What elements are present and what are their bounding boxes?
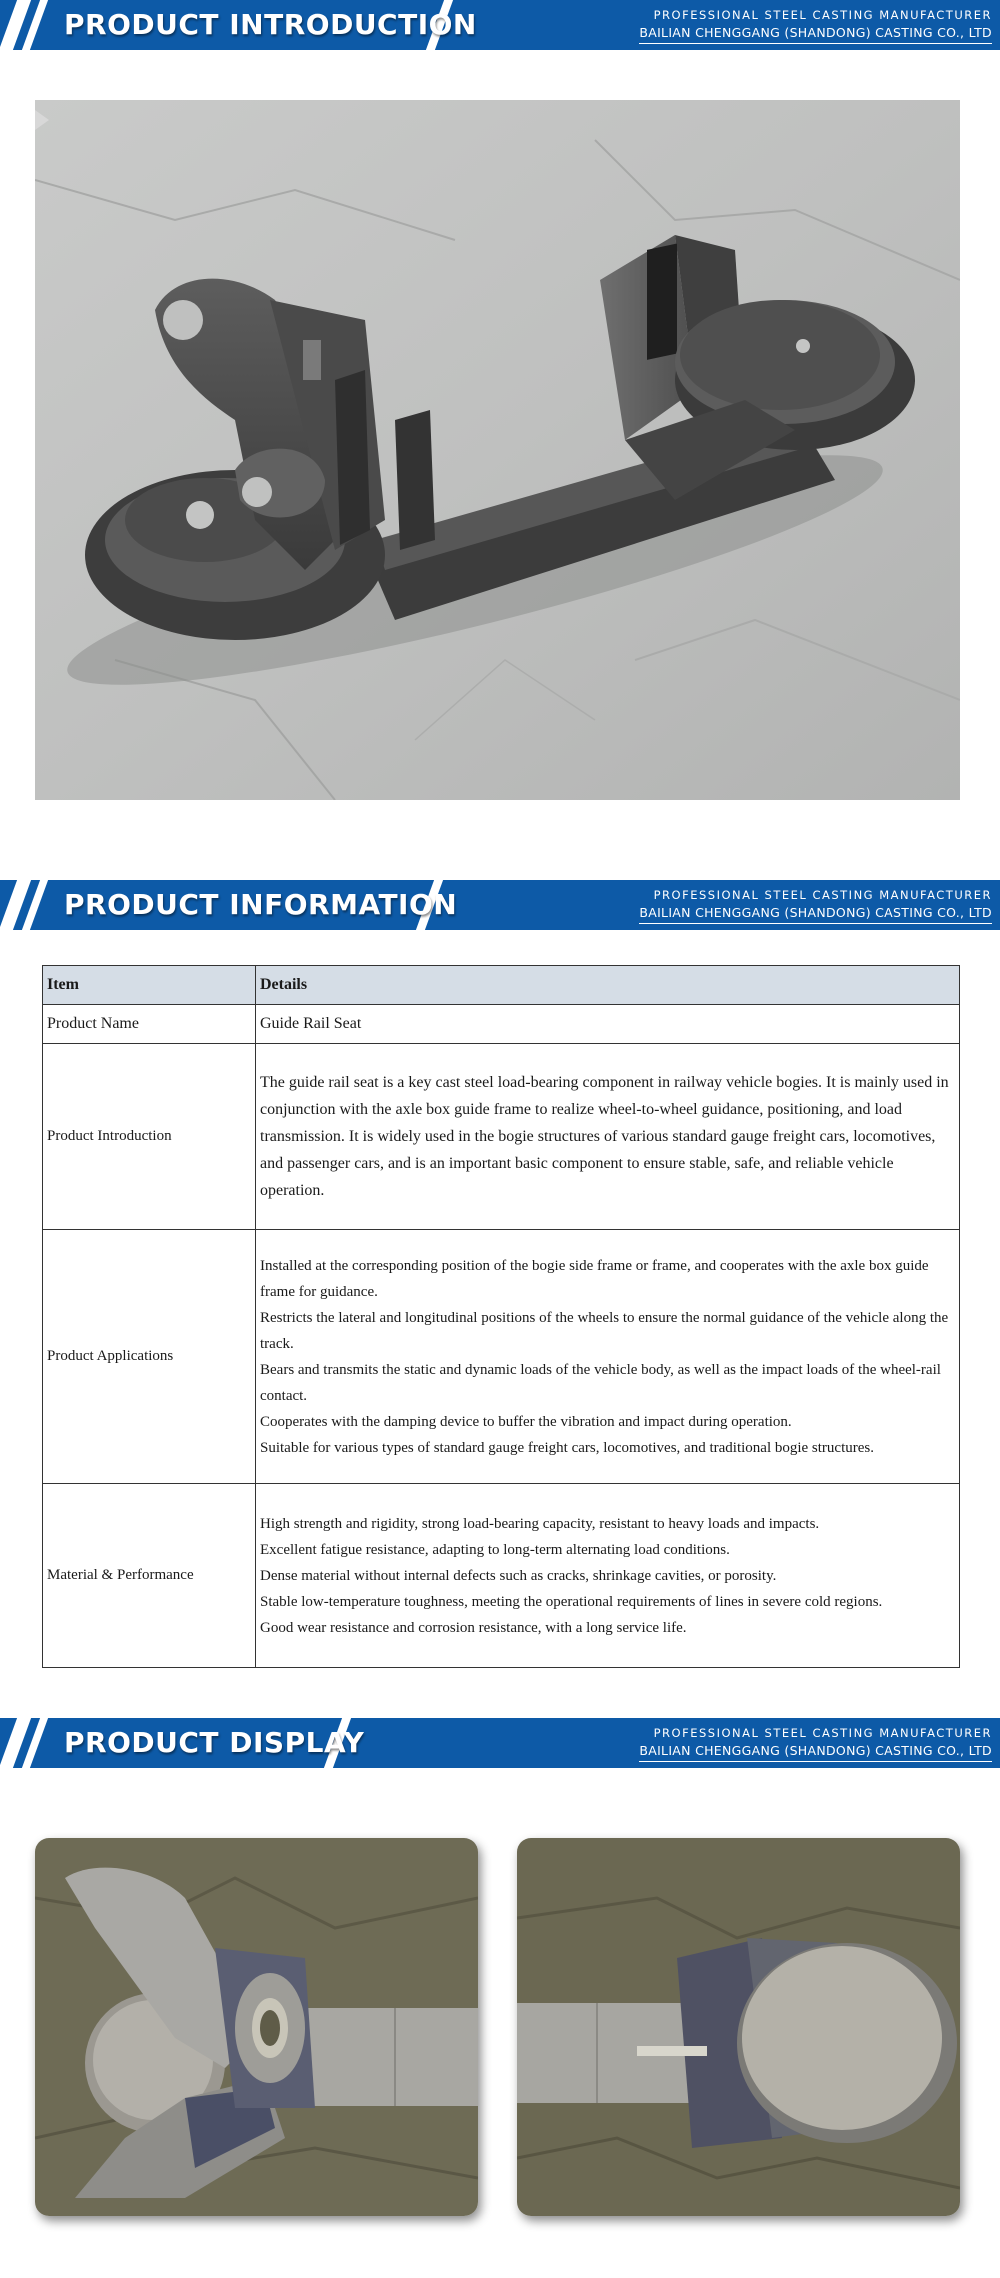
company-name: BAILIAN CHENGGANG (SHANDONG) CASTING CO., LTD (639, 25, 992, 44)
application-line: Cooperates with the damping device to buffer the vibration and impact during operation. (260, 1413, 792, 1430)
row-label-product-applications: Product Applications (43, 1230, 256, 1484)
manufacturer-tagline: PROFESSIONAL STEEL CASTING MANUFACTURER (653, 8, 992, 22)
application-line: Suitable for various types of standard gauge freight cars, locomotives, and traditional bogie structures. (260, 1439, 874, 1456)
section-banner-introduction (0, 0, 1000, 50)
product-display-photo-left (35, 1838, 478, 2216)
material-performance-list (256, 1484, 960, 1668)
performance-line: High strength and rigidity, strong load-bearing capacity, resistant to heavy loads and impacts. (260, 1515, 820, 1532)
bracket-end-photo (35, 1838, 478, 2216)
product-display-photo-right (517, 1838, 960, 2216)
table-header-row (43, 966, 960, 1005)
application-line: Restricts the lateral and longitudinal positions of the wheels to ensure the normal guidance of the vehicle along the track. (260, 1309, 949, 1352)
product-applications-list (256, 1230, 960, 1484)
section-banner-information (0, 880, 1000, 930)
row-label-product-introduction: Product Introduction (43, 1044, 256, 1230)
company-name: BAILIAN CHENGGANG (SHANDONG) CASTING CO., LTD (639, 905, 992, 924)
performance-line: Good wear resistance and corrosion resistance, with a long service life. (260, 1619, 687, 1636)
performance-line: Excellent fatigue resistance, adapting to long-term alternating load conditions. (260, 1541, 730, 1558)
product-introduction-text: The guide rail seat is a key cast steel load-bearing component in railway vehicle bogies. It is mainly used in conjunction with the axle box guide frame to realize wheel-to-wheel guidance, positioning, and load transmission. It is widely used in the bogie structures of various standard gauge freight cars, locomotives, and passenger cars, and is an important basic component to ensure stable, safe, and reliable vehicle operation. (256, 1044, 960, 1230)
manufacturer-tagline: PROFESSIONAL STEEL CASTING MANUFACTURER (653, 888, 992, 902)
guide-rail-seat-photo (35, 100, 960, 800)
product-info-table (42, 965, 960, 1668)
row-label-material-performance: Material & Performance (43, 1484, 256, 1668)
section-title: PRODUCT INFORMATION (64, 888, 458, 921)
column-header-item: Item (43, 966, 256, 1005)
performance-line: Dense material without internal defects such as cracks, shrinkage cavities, or porosity. (260, 1567, 777, 1584)
application-line: Installed at the corresponding position of the bogie side frame or frame, and cooperates with the axle box guide frame for guidance. (260, 1257, 929, 1300)
section-title: PRODUCT INTRODUCTION (64, 8, 477, 41)
table-row (43, 1044, 960, 1230)
section-title: PRODUCT DISPLAY (64, 1726, 365, 1759)
table-row (43, 1230, 960, 1484)
table-row (43, 1005, 960, 1044)
company-name: BAILIAN CHENGGANG (SHANDONG) CASTING CO., LTD (639, 1743, 992, 1762)
section-banner-display (0, 1718, 1000, 1768)
performance-line: Stable low-temperature toughness, meeting the operational requirements of lines in severe cold regions. (260, 1593, 883, 1610)
row-label-product-name: Product Name (43, 1005, 256, 1044)
product-hero-photo (35, 100, 960, 800)
product-name-value: Guide Rail Seat (256, 1005, 960, 1044)
application-line: Bears and transmits the static and dynamic loads of the vehicle body, as well as the impact loads of the wheel-rail contact. (260, 1361, 941, 1404)
manufacturer-tagline: PROFESSIONAL STEEL CASTING MANUFACTURER (653, 1726, 992, 1740)
table-row (43, 1484, 960, 1668)
round-plate-end-photo (517, 1838, 960, 2216)
column-header-details: Details (256, 966, 960, 1005)
